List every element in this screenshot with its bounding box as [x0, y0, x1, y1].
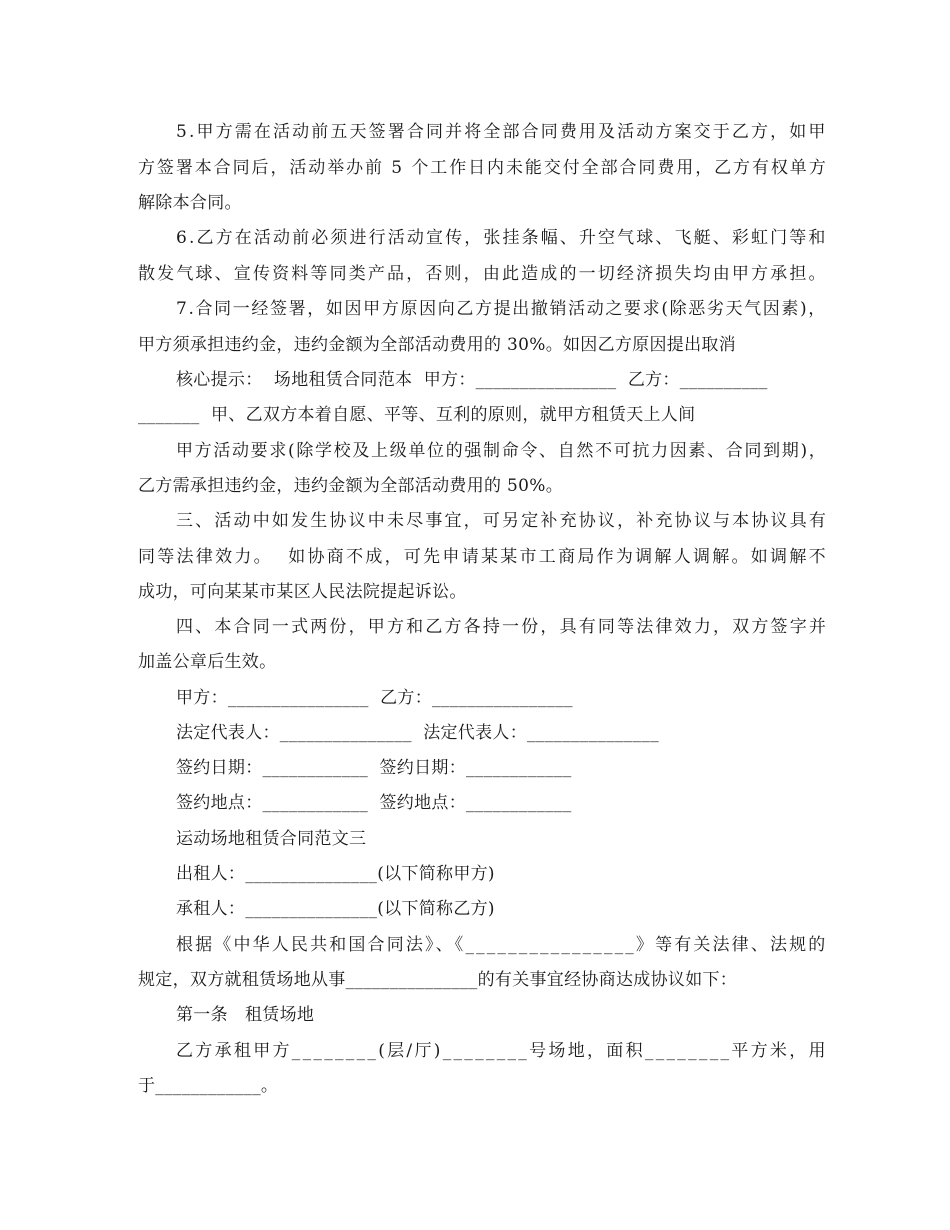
signature-line: 法定代表人：_______________ 法定代表人：_______________ — [176, 723, 660, 743]
text-line: 乙方承租甲方________(层/厅)________号场地，面积________平方米，用 — [176, 1041, 828, 1061]
section-title: 运动场地租赁合同范文三 — [176, 829, 367, 849]
text-line: 解除本合同。 — [138, 193, 242, 213]
text-line: 承租人：_______________(以下简称乙方) — [176, 899, 495, 919]
text-line: 散发气球、宣传资料等同类产品，否则，由此造成的一切经济损失均由甲方承担。 — [138, 264, 828, 284]
article-heading: 第一条 租赁场地 — [176, 1005, 315, 1025]
text-line: 根据《中华人民共和国合同法》、《________________》等有关法律、法规的 — [176, 935, 828, 955]
text-line: 5.甲方需在活动前五天签署合同并将全部合同费用及活动方案交于乙方，如甲 — [176, 122, 828, 142]
signature-line: 甲方：________________ 乙方：________________ — [176, 688, 573, 708]
text-line: 同等法律效力。 如协商不成，可先申请某某市工商局作为调解人调解。如调解不 — [138, 547, 828, 567]
text-line: 于____________。 — [138, 1076, 279, 1096]
signature-line: 签约地点：____________ 签约地点：____________ — [176, 793, 572, 813]
text-line: 出租人：_______________(以下简称甲方) — [176, 864, 495, 884]
text-line: 三、活动中如发生协议中未尽事宜，可另定补充协议，补充协议与本协议具有 — [176, 511, 829, 531]
text-line: 加盖公章后生效。 — [138, 652, 277, 672]
text-line: _______ 甲、乙双方本着自愿、平等、互利的原则，就甲方租赁天上人间 — [138, 405, 696, 425]
text-line: 乙方需承担违约金，违约金额为全部活动费用的 50%。 — [138, 476, 563, 496]
text-line: 方签署本合同后，活动举办前 5 个工作日内未能交付全部合同费用，乙方有权单方 — [138, 158, 828, 178]
text-line: 甲方须承担违约金，违约金额为全部活动费用的 30%。如因乙方原因提出取消 — [138, 335, 736, 355]
text-line: 6.乙方在活动前必须进行活动宣传，张挂条幅、升空气球、飞艇、彩虹门等和 — [176, 228, 828, 248]
text-line: 7.合同一经签署，如因甲方原因向乙方提出撤销活动之要求(除恶劣天气因素)， — [176, 299, 827, 319]
text-line: 核心提示： 场地租赁合同范本 甲方：________________ 乙方：__________ — [176, 370, 768, 390]
text-line: 成功，可向某某市某区人民法院提起诉讼。 — [138, 582, 467, 602]
signature-line: 签约日期：____________ 签约日期：____________ — [176, 758, 572, 778]
text-line: 四、本合同一式两份，甲方和乙方各持一份，具有同等法律效力，双方签字并 — [176, 617, 829, 637]
text-line: 甲方活动要求(除学校及上级单位的强制命令、自然不可抗力因素、合同到期)， — [176, 441, 828, 461]
text-line: 规定，双方就租赁场地从事_______________的有关事宜经协商达成协议如下： — [138, 970, 738, 990]
